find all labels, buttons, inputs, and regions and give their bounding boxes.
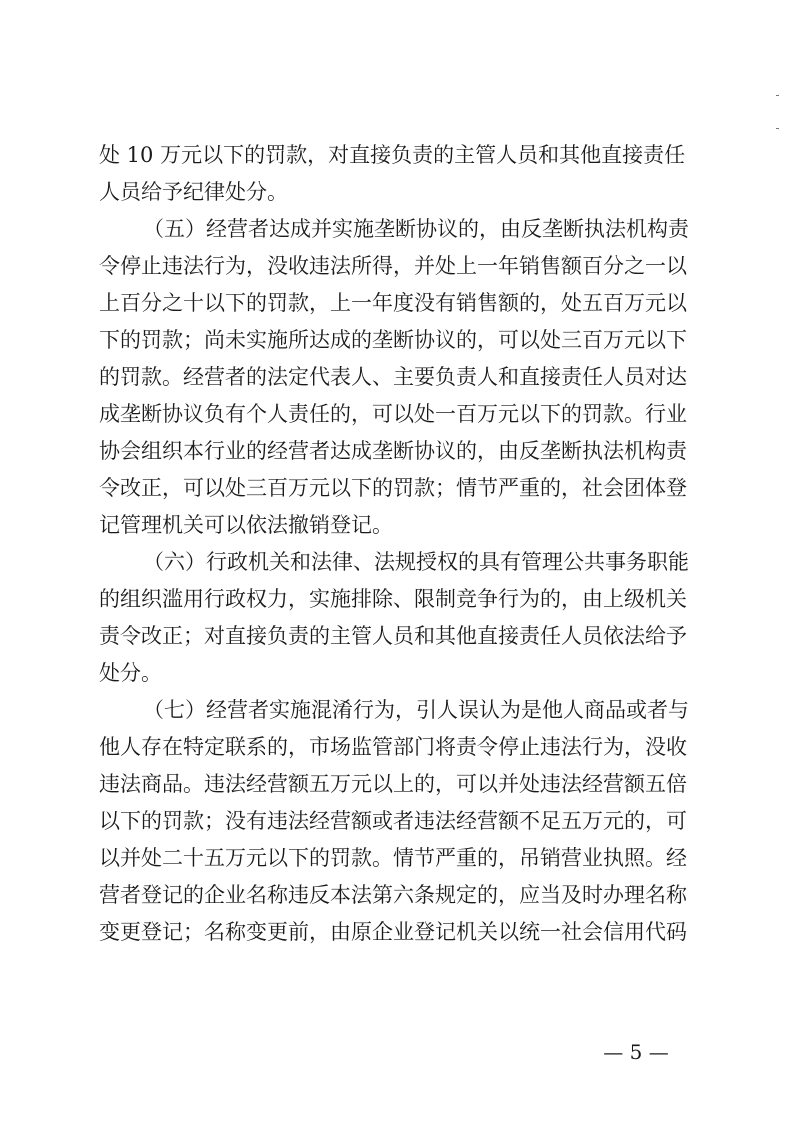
text-line: （七）经营者实施混淆行为，引人误认为是他人商品或者与 xyxy=(143,698,689,722)
scan-mark xyxy=(776,128,779,129)
text-line: 变更登记；名称变更前，由原企业登记机关以统一社会信用代码 xyxy=(99,920,687,944)
text-line: 以并处二十五万元以下的罚款。情节严重的，吊销营业执照。经 xyxy=(99,846,687,870)
text-line: （五）经营者达成并实施垄断协议的，由反垄断执法机构责 xyxy=(143,217,689,241)
text-line: 以下的罚款；没有违法经营额或者违法经营额不足五万元的，可 xyxy=(99,809,687,833)
text-line: 他人存在特定联系的，市场监管部门将责令停止违法行为，没收 xyxy=(99,735,687,759)
text-line: 的罚款。经营者的法定代表人、主要负责人和直接责任人员对达 xyxy=(99,365,687,389)
text-line: （六）行政机关和法律、法规授权的具有管理公共事务职能 xyxy=(143,550,689,574)
text-line: 人员给予纪律处分。 xyxy=(99,180,288,204)
text-line: 违法商品。违法经营额五万元以上的，可以并处违法经营额五倍 xyxy=(99,772,687,796)
text-line: 记管理机关可以依法撤销登记。 xyxy=(99,513,393,537)
text-line: 协会组织本行业的经营者达成垄断协议的，由反垄断执法机构责 xyxy=(99,439,687,463)
text-line: 营者登记的企业名称违反本法第六条规定的，应当及时办理名称 xyxy=(99,883,687,907)
text-line: 处分。 xyxy=(99,661,162,685)
text-line: 处 10 万元以下的罚款，对直接负责的主管人员和其他直接责任 xyxy=(99,143,686,167)
text-line: 下的罚款；尚未实施所达成的垄断协议的，可以处三百万元以下 xyxy=(99,328,687,352)
text-line: 责令改正；对直接负责的主管人员和其他直接责任人员依法给予 xyxy=(99,624,687,648)
scan-mark xyxy=(776,95,779,96)
page-number: — 5 — xyxy=(603,1040,669,1064)
text-line: 上百分之十以下的罚款，上一年度没有销售额的，处五百万元以 xyxy=(99,291,687,315)
text-line: 令改正，可以处三百万元以下的罚款；情节严重的，社会团体登 xyxy=(99,476,687,500)
text-line: 令停止违法行为，没收违法所得，并处上一年销售额百分之一以 xyxy=(99,254,687,278)
text-line: 成垄断协议负有个人责任的，可以处一百万元以下的罚款。行业 xyxy=(99,402,687,426)
text-line: 的组织滥用行政权力，实施排除、限制竞争行为的，由上级机关 xyxy=(99,587,687,611)
